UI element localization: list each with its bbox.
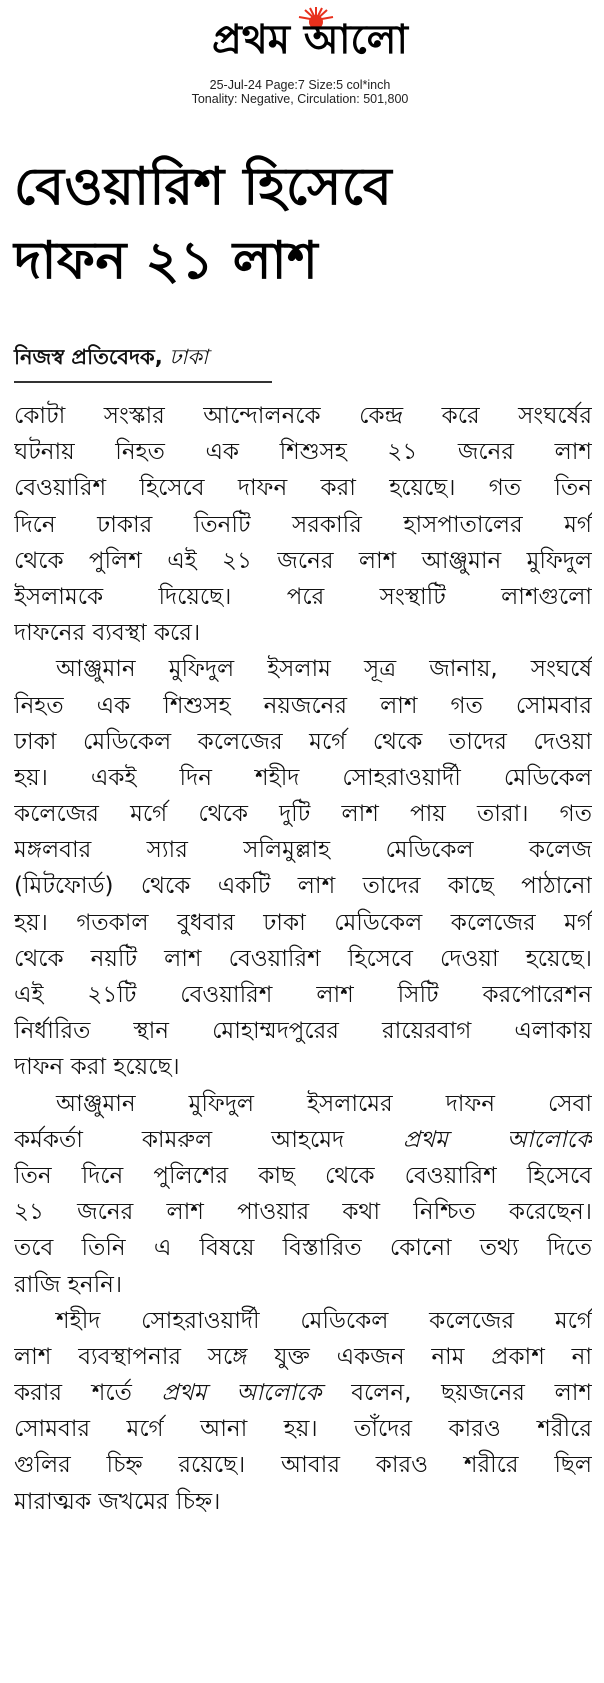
headline bbox=[14, 150, 594, 298]
body-line: হয়। গতকাল বুধবার ঢাকা মেডিকেল কলেজের মর্গ bbox=[14, 909, 592, 936]
paragraph-3 bbox=[14, 1086, 592, 1303]
body-line: রাজি হননি। bbox=[14, 1271, 123, 1298]
body-line: দাফনের ব্যবস্থা করে। bbox=[14, 620, 201, 647]
body-line: সোমবার মর্গে আনা হয়। তাঁদের কারও শরীরে bbox=[14, 1416, 592, 1443]
body-line: নির্ধারিত স্থান মোহাম্মদপুরের রায়েরবাগ এলাকায় bbox=[14, 1018, 592, 1045]
paragraph-2 bbox=[14, 651, 592, 1085]
body-line: মঙ্গলবার স্যার সলিমুল্লাহ মেডিকেল কলেজ bbox=[14, 837, 592, 864]
newspaper-logo bbox=[160, 4, 460, 64]
paragraph-1 bbox=[14, 398, 592, 651]
body-line: কোটা সংস্কার আন্দোলনকে কেন্দ্র করে সংঘর্ষের bbox=[14, 403, 592, 429]
body-line: তিন দিনে পুলিশের কাছ থেকে বেওয়ারিশ হিসেবে bbox=[14, 1162, 592, 1189]
clipping-meta bbox=[150, 78, 450, 106]
logo-text: প্রথম আলো bbox=[211, 17, 409, 63]
body-line: এই ২১টি বেওয়ারিশ লাশ সিটি করপোরেশন bbox=[14, 982, 592, 1008]
body-text: বলেন, ছয়জনের লাশ bbox=[321, 1380, 592, 1407]
byline bbox=[14, 342, 208, 372]
body-line: গুলির চিহ্ন রয়েছে। আবার কারও শরীরে ছিল bbox=[14, 1452, 592, 1479]
byline-divider bbox=[14, 381, 272, 383]
body-line: হয়। একই দিন শহীদ সোহরাওয়ার্দী মেডিকেল bbox=[14, 764, 592, 791]
meta-line-1: 25-Jul-24 Page:7 Size:5 col*inch bbox=[209, 78, 391, 92]
body-line bbox=[14, 1375, 592, 1411]
headline-line-2: দাফন ২১ লাশ bbox=[14, 231, 319, 291]
body-line: ঢাকা মেডিকেল কলেজের মর্গে থেকে তাদের দেওয়া bbox=[14, 728, 592, 755]
body-line: আঞ্জুমান মুফিদুল ইসলাম সূত্র জানায়, সংঘর্ষে bbox=[56, 656, 592, 683]
byline-place: ঢাকা bbox=[169, 345, 209, 369]
body-line: লাশ ব্যবস্থাপনার সঙ্গে যুক্ত একজন নাম প্রকাশ না bbox=[14, 1343, 592, 1370]
body-line: ইসলামকে দিয়েছে। পরে সংস্থাটি লাশগুলো bbox=[14, 583, 592, 610]
article-body bbox=[14, 398, 592, 1520]
body-line: (মিটফোর্ড) থেকে একটি লাশ তাদের কাছে পাঠানো bbox=[14, 873, 592, 900]
body-line: ঘটনায় নিহত এক শিশুসহ ২১ জনের লাশ bbox=[14, 439, 592, 466]
body-line: দিনে ঢাকার তিনটি সরকারি হাসপাতালের মর্গ bbox=[14, 511, 592, 538]
body-line: থেকে নয়টি লাশ বেওয়ারিশ হিসেবে দেওয়া হয়েছে। bbox=[14, 945, 592, 972]
body-line: আঞ্জুমান মুফিদুল ইসলামের দাফন সেবা bbox=[56, 1090, 592, 1117]
body-line: তবে তিনি এ বিষয়ে বিস্তারিত কোনো তথ্য দিতে bbox=[14, 1235, 592, 1262]
body-line: থেকে পুলিশ এই ২১ জনের লাশ আঞ্জুমান মুফিদুল bbox=[14, 547, 592, 574]
body-text: কর্মকর্তা কামরুল আহমেদ bbox=[14, 1126, 404, 1153]
body-line: মারাত্মক জখমের চিহ্ন। bbox=[14, 1488, 221, 1515]
body-line: বেওয়ারিশ হিসেবে দাফন করা হয়েছে। গত তিন bbox=[14, 475, 592, 502]
body-line: শহীদ সোহরাওয়ার্দী মেডিকেল কলেজের মর্গে bbox=[56, 1307, 592, 1334]
body-line: নিহত এক শিশুসহ নয়জনের লাশ গত সোমবার bbox=[14, 692, 592, 719]
body-text: করার শর্তে bbox=[14, 1380, 162, 1407]
headline-line-1: বেওয়ারিশ হিসেবে bbox=[14, 157, 393, 217]
body-line: ২১ জনের লাশ পাওয়ার কথা নিশ্চিত করেছেন। bbox=[14, 1199, 592, 1226]
byline-reporter: নিজস্ব প্রতিবেদক, bbox=[14, 345, 163, 369]
body-line: দাফন করা হয়েছে। bbox=[14, 1054, 180, 1081]
newspaper-name-italic: প্রথম আলোকে bbox=[403, 1126, 592, 1153]
newspaper-name-italic: প্রথম আলোকে bbox=[161, 1380, 322, 1407]
masthead bbox=[0, 0, 604, 110]
body-line: কলেজের মর্গে থেকে দুটি লাশ পায় তারা। গত bbox=[14, 801, 592, 828]
meta-line-2: Tonality: Negative, Circulation: 501,800 bbox=[191, 92, 409, 106]
paragraph-4 bbox=[14, 1303, 592, 1520]
body-line bbox=[14, 1122, 592, 1158]
